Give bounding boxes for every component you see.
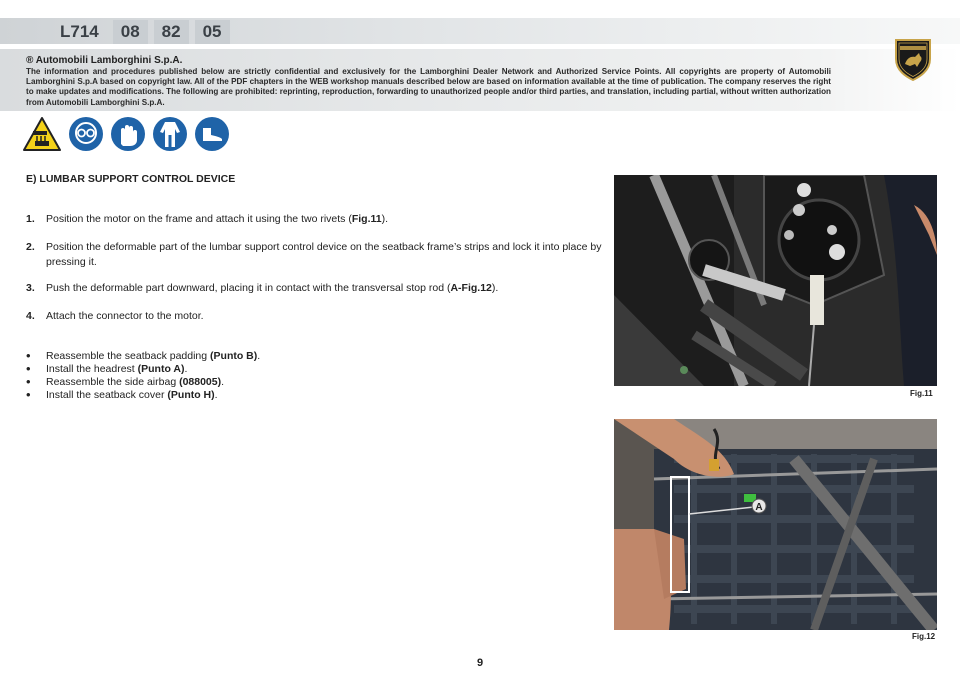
code-subgroup: 82 — [154, 20, 189, 44]
step-number: 1. — [26, 213, 35, 225]
copyright-title: ® Automobili Lamborghini S.p.A. — [26, 55, 183, 66]
step-number: 4. — [26, 310, 35, 322]
step-text-end: ). — [381, 213, 389, 225]
copyright-text: The information and procedures published below are strictly confidential and exclusively for the Lamborghini Dealer Network and Authorized Service Points. All copyrights are property of Automobili Lamborghini S.p.A based on copyright law. All of the PDF chapters in the WEB workshop manuals described below are based on information available at the time of publication. The company reserves the right to make updates and modifications. The following are prohibited: reprinting, reproduction, forwarding to unauthorized people and/or third parties, and translation, including partial, without written authorization from Automobili Lamborghini S.p.A. — [26, 67, 831, 107]
reassembly-list — [26, 350, 260, 402]
fig-11-caption: Fig.11 — [910, 389, 933, 398]
item-text: Install the seatback cover — [46, 389, 168, 401]
safety-icons — [22, 116, 230, 152]
code-model: L714 — [60, 22, 99, 41]
item-text-end: . — [184, 363, 188, 375]
code-section: 05 — [195, 20, 230, 44]
list-item: • Reassemble the side airbag (088005). — [26, 374, 225, 389]
list-item: • Install the headrest (Punto A). — [26, 361, 188, 376]
step-text: Attach the connector to the motor. — [46, 310, 204, 322]
figure-reference: A-Fig.12 — [450, 282, 492, 294]
step-1 — [26, 212, 606, 227]
code-group: 08 — [113, 20, 148, 44]
fig-11-photo — [614, 175, 937, 386]
list-item: • Install the seatback cover (Punto H). — [26, 387, 218, 402]
step-4 — [26, 309, 606, 324]
list-item: • Reassemble the seatback padding (Punto B). — [26, 348, 261, 363]
step-text: Position the motor on the frame and attach it using the two rivets ( — [46, 213, 352, 225]
step-text: Position the deformable part of the lumbar support control device on the seatback frame’s strips and lock it into place by pressing it. — [46, 241, 602, 268]
step-text-end: ). — [491, 282, 499, 294]
step-number: 3. — [26, 282, 35, 294]
item-text-end: . — [214, 389, 218, 401]
section-heading: E) LUMBAR SUPPORT CONTROL DEVICE — [26, 173, 236, 185]
item-reference: (Punto A) — [137, 363, 185, 375]
safety-shoes-icon — [194, 116, 230, 152]
page-number: 9 — [476, 657, 484, 669]
overalls-icon — [152, 116, 188, 152]
step-text: Push the deformable part downward, placing it in contact with the transversal stop rod ( — [46, 282, 451, 294]
hand-crush-warning-icon — [22, 116, 62, 152]
item-text: Reassemble the seatback padding — [46, 350, 211, 362]
step-2 — [26, 240, 606, 270]
fig-12-photo — [614, 419, 937, 630]
figure-reference: Fig.11 — [351, 213, 382, 225]
safety-goggles-icon — [68, 116, 104, 152]
step-number: 2. — [26, 241, 35, 253]
item-reference: (088005) — [179, 376, 222, 388]
item-text: Install the headrest — [46, 363, 138, 375]
item-reference: (Punto H) — [167, 389, 215, 401]
document-code — [60, 20, 230, 44]
item-text: Reassemble the side airbag — [46, 376, 180, 388]
marker-a-label: A — [755, 502, 763, 513]
item-reference: (Punto B) — [210, 350, 258, 362]
gloves-icon — [110, 116, 146, 152]
step-3 — [26, 281, 606, 296]
item-text-end: . — [257, 350, 261, 362]
fig-12-caption: Fig.12 — [912, 632, 936, 641]
item-text-end: . — [221, 376, 225, 388]
lamborghini-logo — [893, 37, 933, 81]
